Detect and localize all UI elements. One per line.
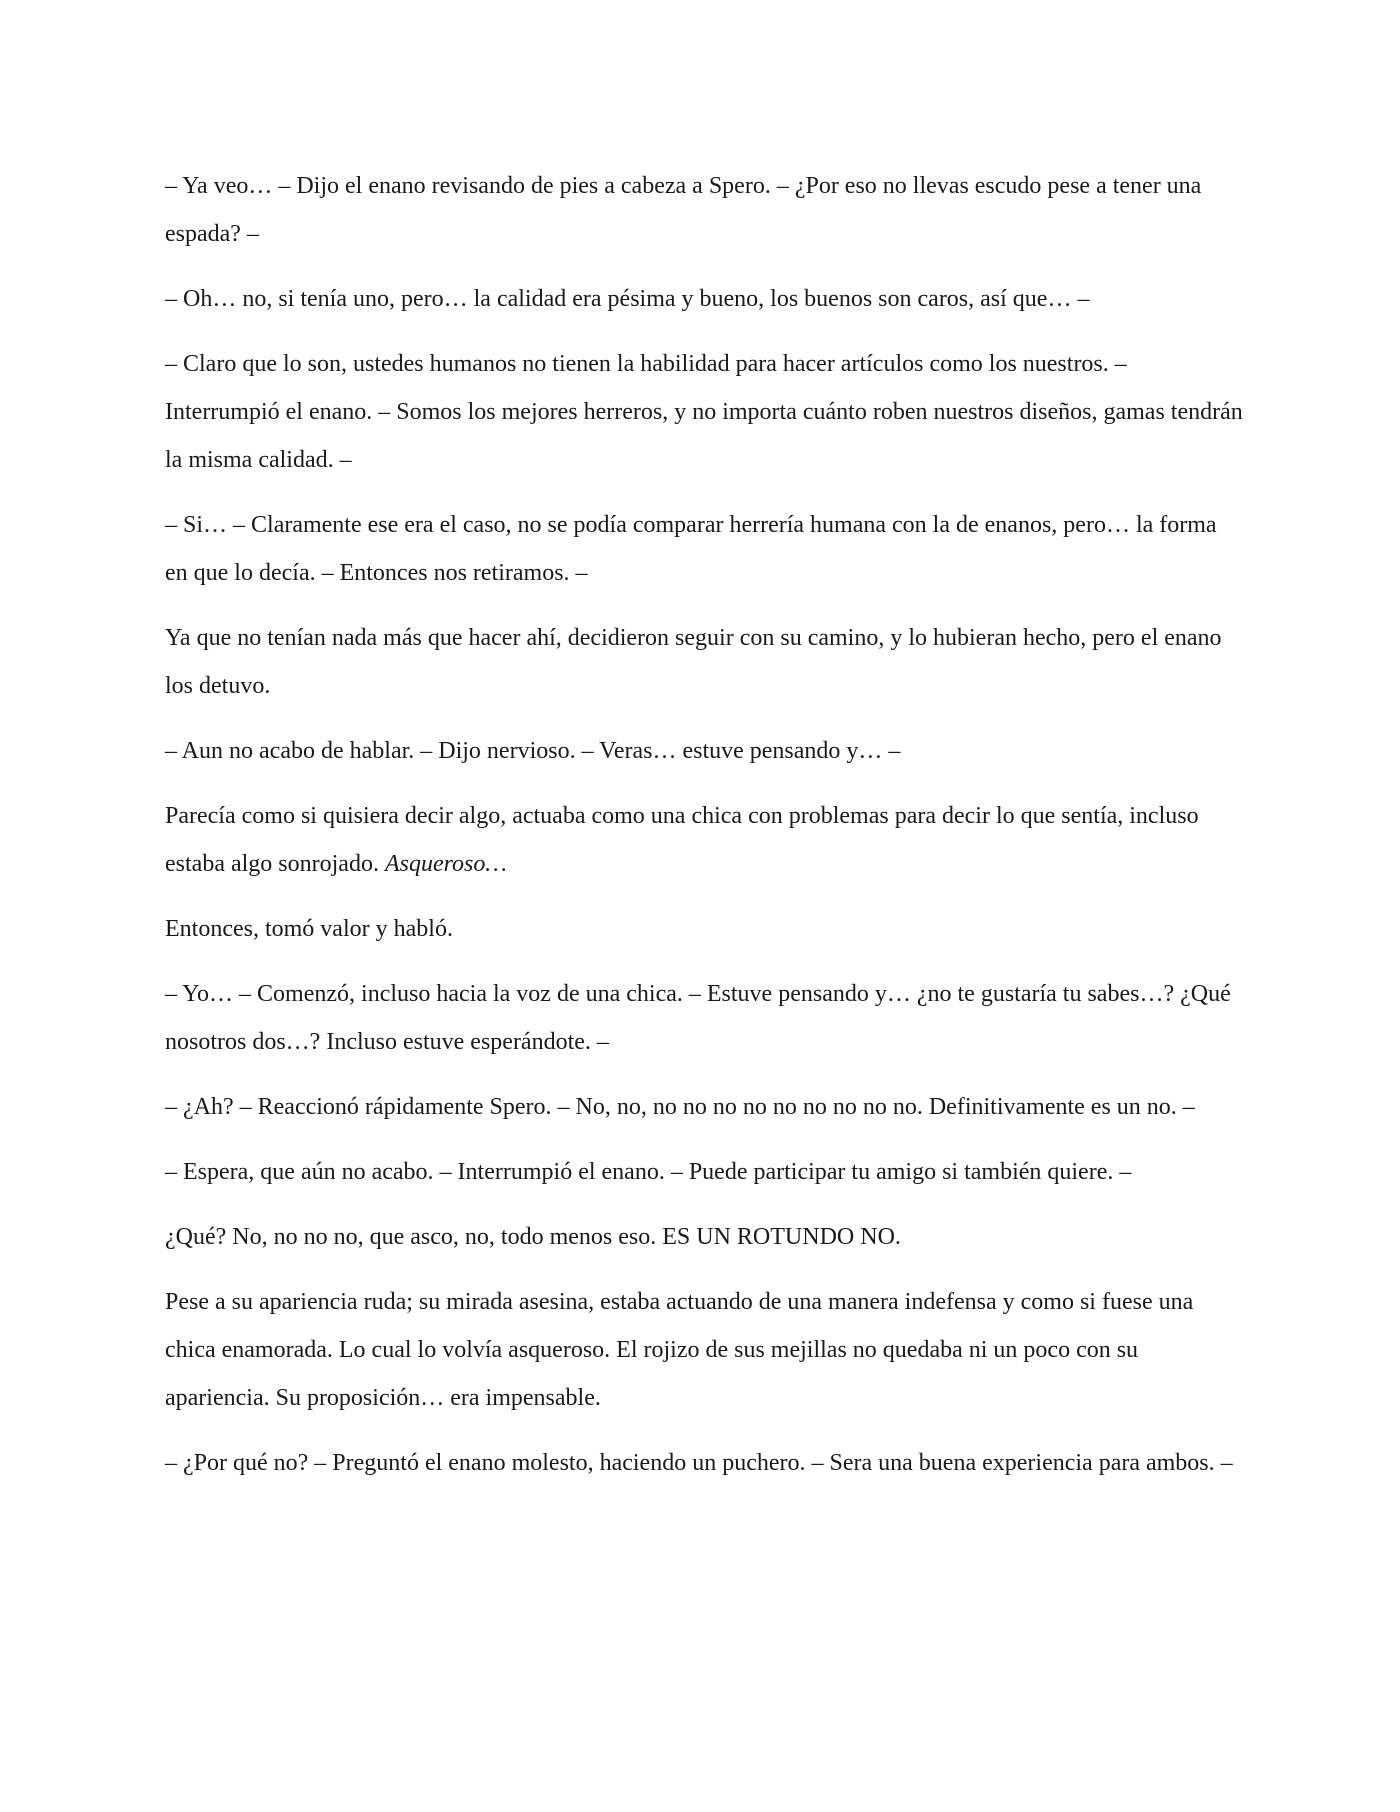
paragraph: – Espera, que aún no acabo. – Interrumpió el enano. – Puede participar tu amigo si también quiere. –	[165, 1159, 1132, 1185]
paragraph: – Ya veo… – Dijo el enano revisando de pies a cabeza a Spero. – ¿Por eso no llevas escudo pese a tener una espada? –	[165, 173, 1202, 247]
document-page	[165, 162, 1245, 1504]
italic-text: Asqueroso…	[384, 851, 507, 877]
paragraph-text: Parecía como si quisiera decir algo, actuaba como una chica con problemas para decir lo que sentía, incluso estaba algo sonrojado.	[165, 803, 1199, 877]
paragraph: Entonces, tomó valor y habló.	[165, 916, 453, 942]
paragraph: – Yo… – Comenzó, incluso hacia la voz de una chica. – Estuve pensando y… ¿no te gustaría tu sabes…? ¿Qué nosotros dos…? Incluso estuve esperándote. –	[165, 981, 1231, 1055]
paragraph	[165, 792, 1245, 888]
paragraph: Pese a su apariencia ruda; su mirada asesina, estaba actuando de una manera indefensa y como si fuese una chica enamorada. Lo cual lo volvía asqueroso. El rojizo de sus mejillas no quedaba ni un poco con su apariencia. Su proposición… era impensable.	[165, 1289, 1194, 1411]
paragraph: Ya que no tenían nada más que hacer ahí, decidieron seguir con su camino, y lo hubieran hecho, pero el enano los detuvo.	[165, 625, 1222, 699]
paragraph: – Aun no acabo de hablar. – Dijo nervioso. – Veras… estuve pensando y… –	[165, 738, 901, 764]
paragraph: – Oh… no, si tenía uno, pero… la calidad era pésima y bueno, los buenos son caros, así que… –	[165, 286, 1090, 312]
paragraph: – Si… – Claramente ese era el caso, no se podía comparar herrería humana con la de enanos, pero… la forma en que lo decía. – Entonces nos retiramos. –	[165, 512, 1217, 586]
paragraph: – ¿Ah? – Reaccionó rápidamente Spero. – No, no, no no no no no no no no no. Definitivamente es un no. –	[165, 1094, 1195, 1120]
paragraph: – Claro que lo son, ustedes humanos no tienen la habilidad para hacer artículos como los nuestros. – Interrumpió el enano. – Somos los mejores herreros, y no importa cuánto roben nuestros diseños, gamas tendrán la misma calidad. –	[165, 351, 1243, 473]
paragraph: ¿Qué? No, no no no, que asco, no, todo menos eso. ES UN ROTUNDO NO.	[165, 1224, 901, 1250]
paragraph: – ¿Por qué no? – Preguntó el enano molesto, haciendo un puchero. – Sera una buena experiencia para ambos. –	[165, 1450, 1233, 1476]
